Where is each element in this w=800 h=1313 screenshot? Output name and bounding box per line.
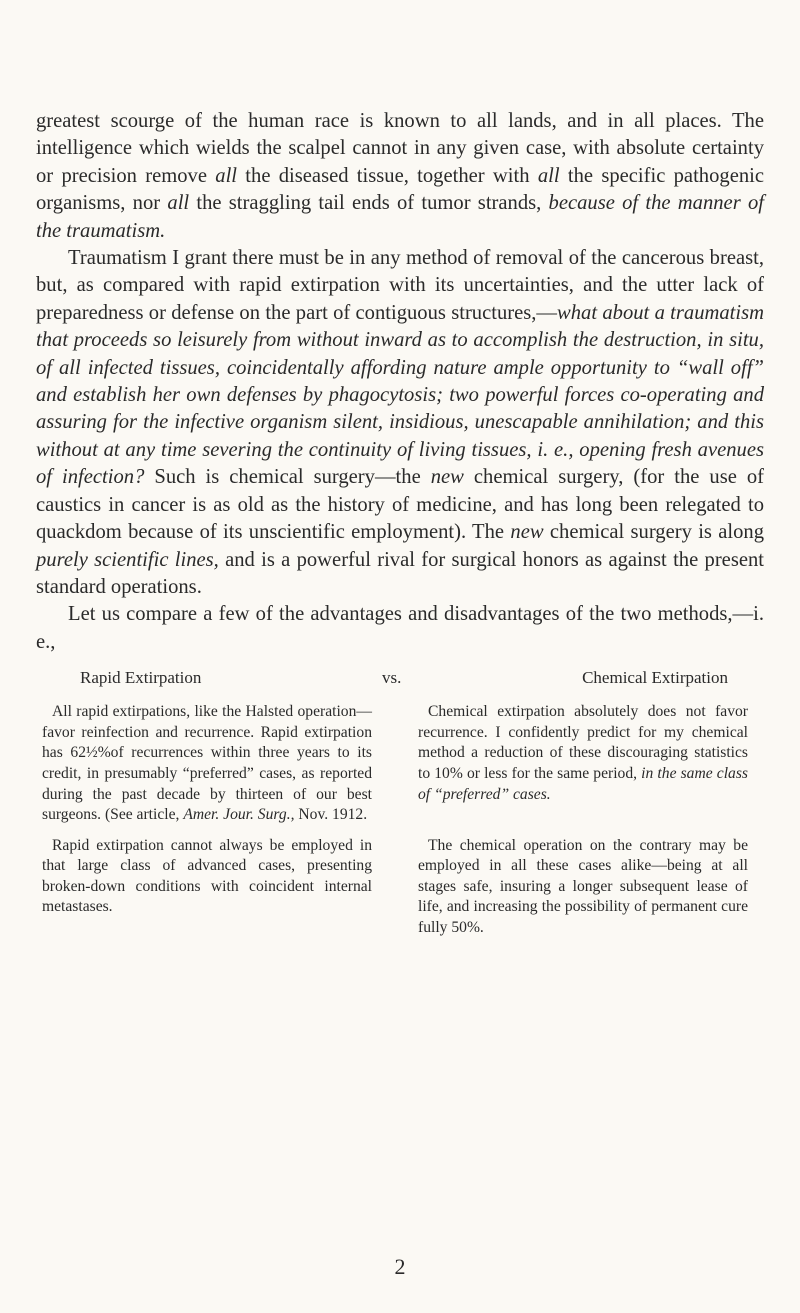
- paragraph-1: greatest scourge of the human race is known to all lands, and in all places. The intelligence which wields the scalpel cannot in any given case, with absolute certainty or precision remove all the diseased tissue, together with all the specific pathogenic organisms, nor all the straggling tail ends of tumor strands, because of the manner of the traumatism.: [36, 110, 764, 242]
- page-number: 2: [394, 1254, 406, 1279]
- body-text: [36, 108, 764, 656]
- right-cell-2: The chemical operation on the contrary may be employed in all these cases alike—being at all stages safe, insuring a longer subsequent lease of life, and increasing the possibility of permanent cure fully 50%.: [418, 836, 748, 937]
- paragraph-3: Let us compare a few of the advantages and disadvantages of the two methods,—i. e.,: [36, 603, 764, 653]
- document-page: [36, 108, 764, 939]
- left-cell-2: Rapid extirpation cannot always be employed in that large class of advanced cases, presenting broken-down conditions with coincident internal metastases.: [42, 836, 372, 916]
- comparison-table: [42, 702, 764, 939]
- left-cell-1: All rapid extirpations, like the Halsted operation—favor reinfection and recurrence. Rapid extirpation has 62½%of recurrences within three years to its credit, in presumably “preferred” cases, as reported during the past decade by thirteen of our best surgeons. (See article, Amer. Jour. Surg., Nov. 1912.: [42, 703, 372, 824]
- left-column-title: Rapid Extirpation: [80, 668, 202, 688]
- paragraph-2: Traumatism I grant there must be in any method of removal of the cancerous breast, but, as compared with rapid extirpation with its uncertainties, and the utter lack of preparedness or defense on the part of contiguous structures,—what about a traumatism that proceeds so leisurely from without inward as to accomplish the destruction, in situ, of all infected tissues, coincidentally affording nature ample opportunity to “wall off” and establish her own defenses by phagocytosis; two powerful forces co-operating and assuring for the infective organism silent, insidious, unescapable annihilation; and this without at any time severing the continuity of living tissues, i. e., opening fresh avenues of infection? Such is chemical surgery—the new chemical surgery, (for the use of caustics in cancer is as old as the history of medicine, and has long been relegated to quackdom because of its unscientific employment). The new chemical surgery is along purely scientific lines, and is a powerful rival for surgical honors as against the present standard operations.: [36, 247, 765, 598]
- right-column-title: Chemical Extirpation: [582, 668, 728, 688]
- right-cell-1: Chemical extirpation absolutely does not favor recurrence. I confidently predict for my chemical method a reduction of these discouraging statistics to 10% or less for the same period, in the same class of “preferred” cases.: [418, 703, 748, 803]
- comparison-header: [80, 666, 728, 690]
- versus-label: vs.: [382, 668, 402, 688]
